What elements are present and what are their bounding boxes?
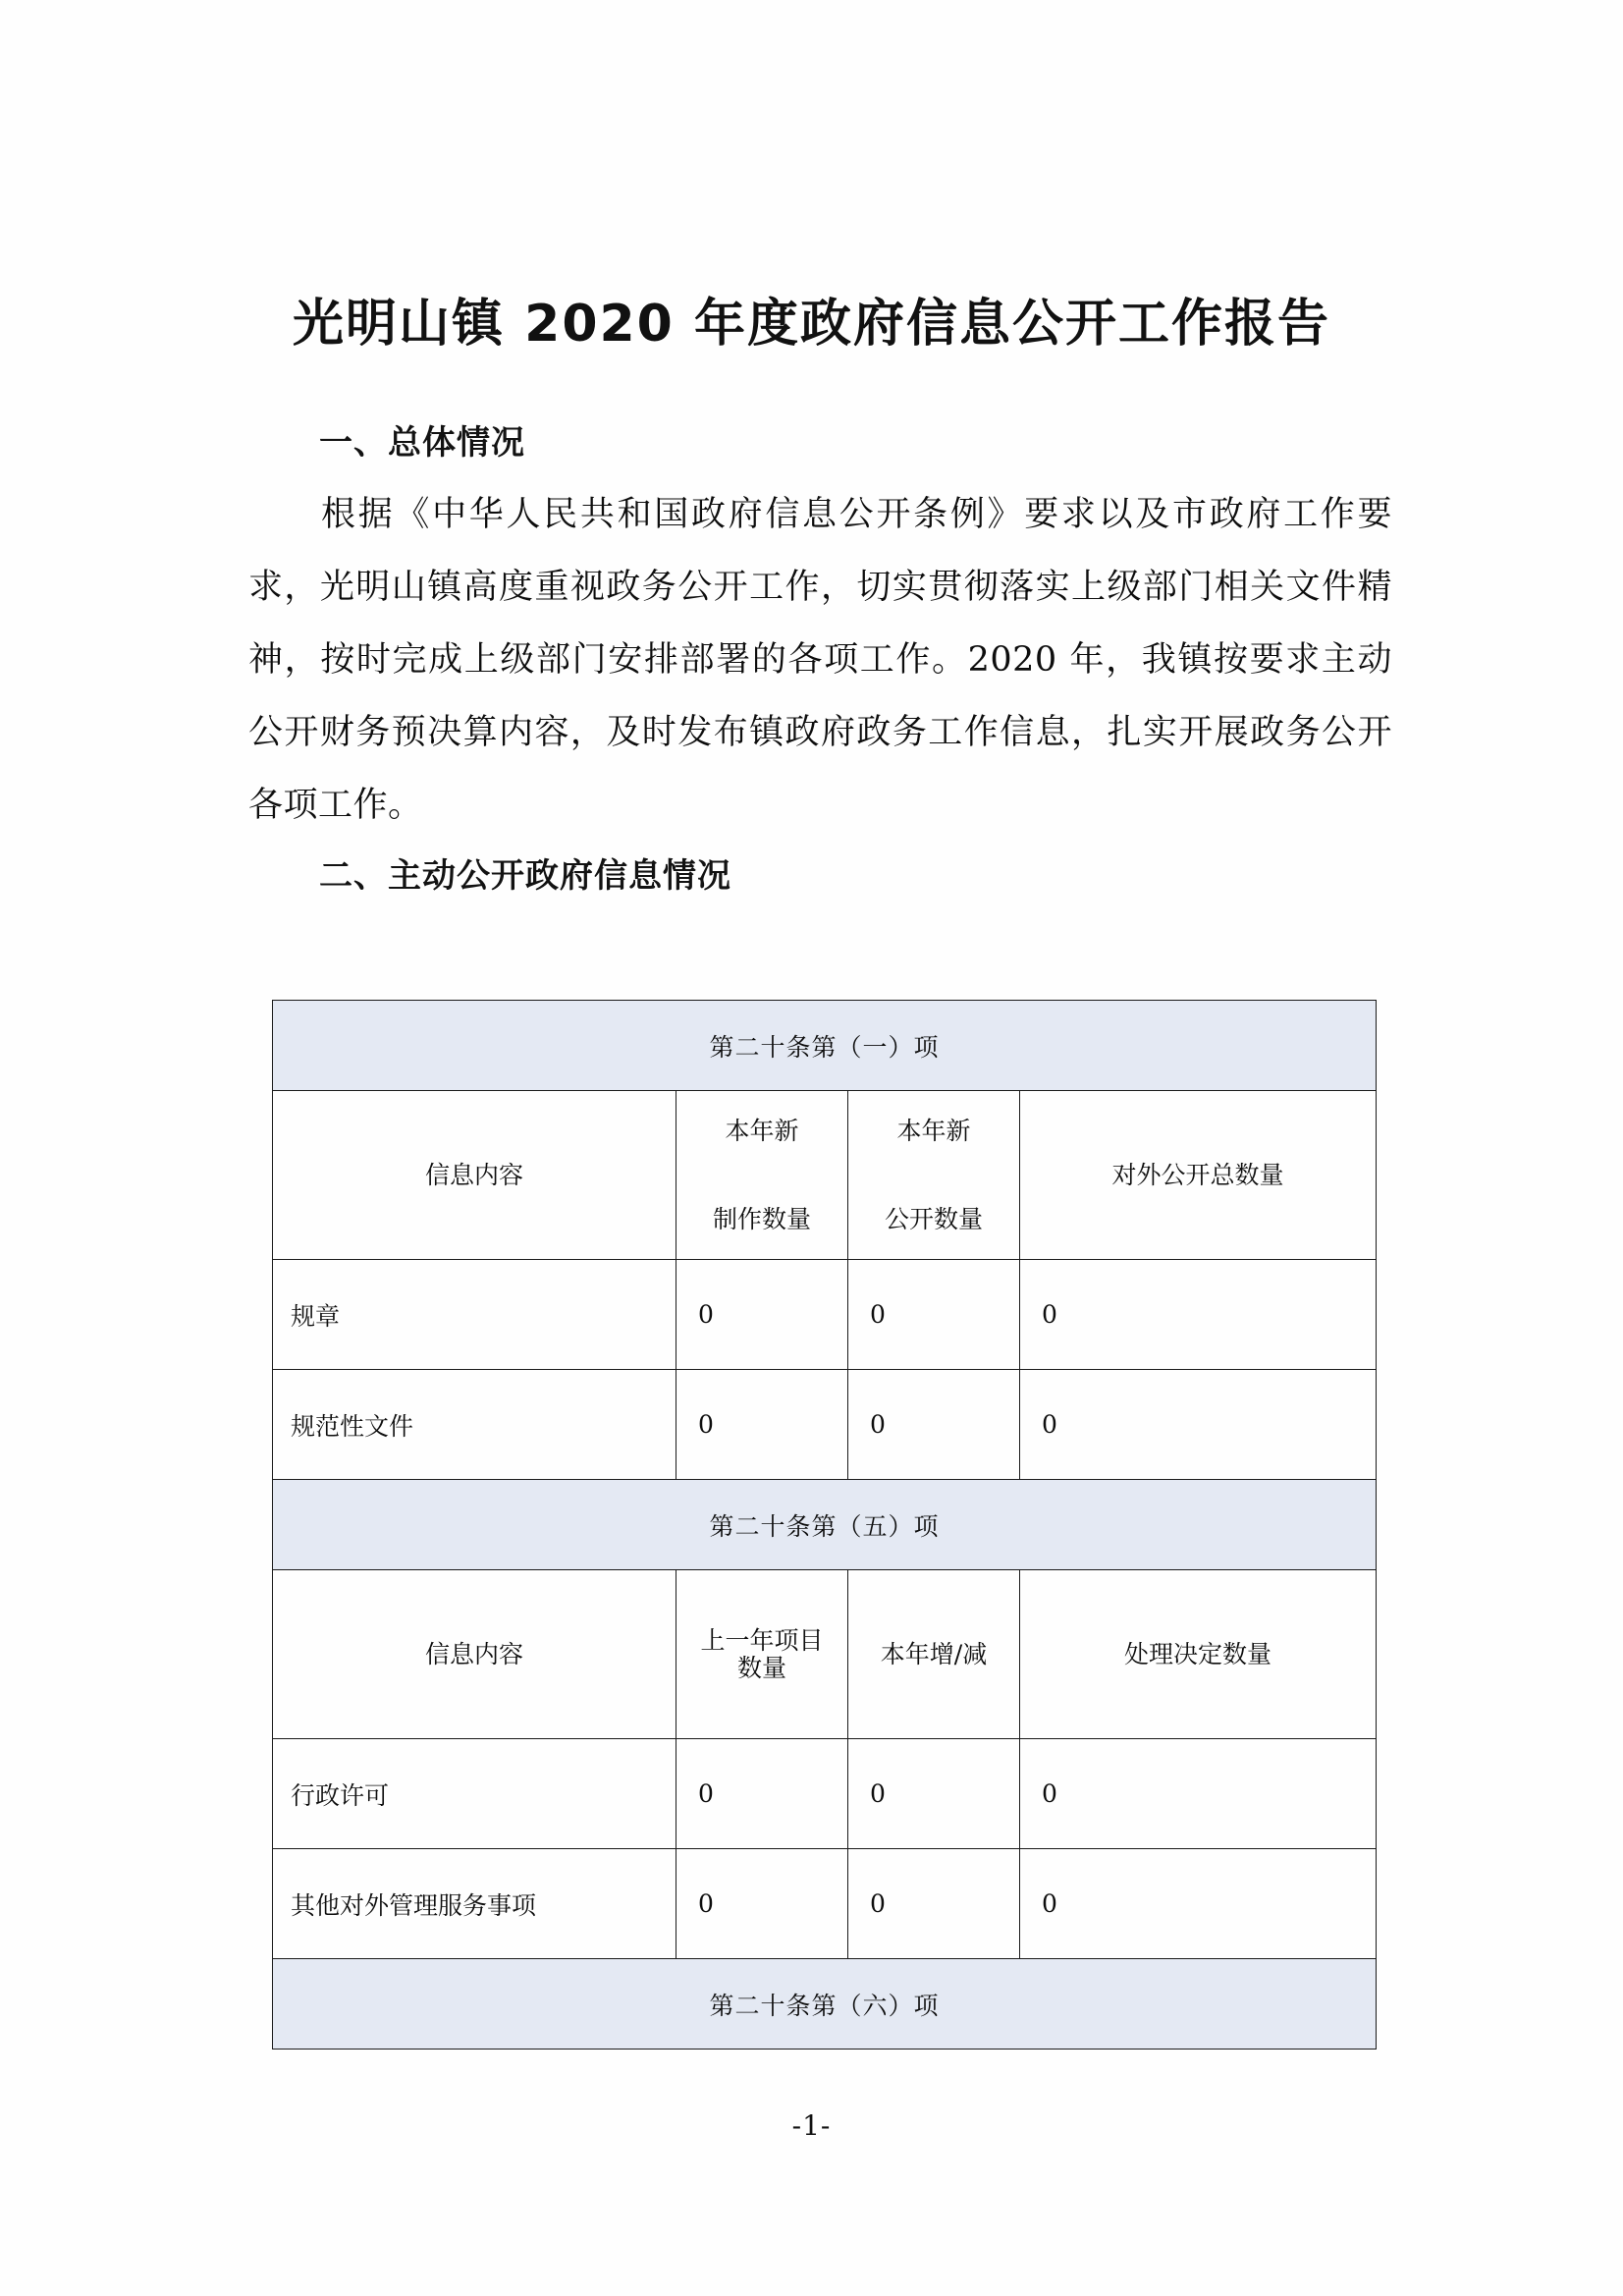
- table-header-row: [273, 1091, 1377, 1260]
- table-band-row: [273, 1001, 1377, 1091]
- column-header-info-content: 信息内容: [273, 1091, 676, 1260]
- section-heading-overview: 一、总体情况: [319, 423, 525, 463]
- row-value: 0: [1020, 1739, 1377, 1849]
- band-label: 第二十条第（五）项: [273, 1480, 1377, 1570]
- table-row: [273, 1370, 1377, 1480]
- column-header-year-change: 本年增/减: [848, 1570, 1020, 1739]
- overview-paragraph: 根据《中华人民共和国政府信息公开条例》要求以及市政府工作要求，光明山镇高度重视政务公开工作，切实贯彻落实上级部门相关文件精神，按时完成上级部门安排部署的各项工作。2020 年，我镇按要求主动公开财务预决算内容，及时发布镇政府政务工作信息，扎实开展政务公开各项工作。: [248, 494, 1392, 825]
- column-header-new-disclosed-count: [848, 1091, 1020, 1260]
- row-value: 0: [848, 1849, 1020, 1959]
- row-label: 规章: [273, 1260, 676, 1370]
- section-heading-proactive-disclosure: 二、主动公开政府信息情况: [319, 855, 731, 896]
- row-value: 0: [848, 1739, 1020, 1849]
- column-header-previous-year-count: 上一年项目数量: [676, 1570, 848, 1739]
- information-disclosure-table: [272, 1000, 1377, 2050]
- table-row: [273, 1260, 1377, 1370]
- row-label: 规范性文件: [273, 1370, 676, 1480]
- table-row: [273, 1739, 1377, 1849]
- page-title: 光明山镇 2020 年度政府信息公开工作报告: [293, 294, 1330, 354]
- row-value: 0: [1020, 1370, 1377, 1480]
- page-number: -1-: [791, 2109, 832, 2142]
- table-band-row: [273, 1480, 1377, 1570]
- table-header-row: [273, 1570, 1377, 1739]
- row-label: 行政许可: [273, 1739, 676, 1849]
- row-value: 0: [676, 1739, 848, 1849]
- column-header-line1: 本年新: [725, 1116, 799, 1145]
- band-label: 第二十条第（一）项: [273, 1001, 1377, 1091]
- row-value: 0: [676, 1260, 848, 1370]
- table-band-row: [273, 1959, 1377, 2050]
- column-header-line1: 本年新: [896, 1116, 971, 1145]
- row-value: 0: [848, 1370, 1020, 1480]
- table-row: [273, 1849, 1377, 1959]
- column-header-total-public-count: 对外公开总数量: [1020, 1091, 1377, 1260]
- row-value: 0: [1020, 1849, 1377, 1959]
- column-header-new-created-count: [676, 1091, 848, 1260]
- document-body: [248, 422, 1392, 897]
- column-header-decision-count: 处理决定数量: [1020, 1570, 1377, 1739]
- column-header-line2: 制作数量: [712, 1205, 811, 1233]
- row-label: 其他对外管理服务事项: [273, 1849, 676, 1959]
- row-value: 0: [676, 1849, 848, 1959]
- column-header-line2: 公开数量: [884, 1205, 983, 1233]
- band-label: 第二十条第（六）项: [273, 1959, 1377, 2050]
- row-value: 0: [1020, 1260, 1377, 1370]
- column-header-info-content: 信息内容: [273, 1570, 676, 1739]
- row-value: 0: [676, 1370, 848, 1480]
- row-value: 0: [848, 1260, 1020, 1370]
